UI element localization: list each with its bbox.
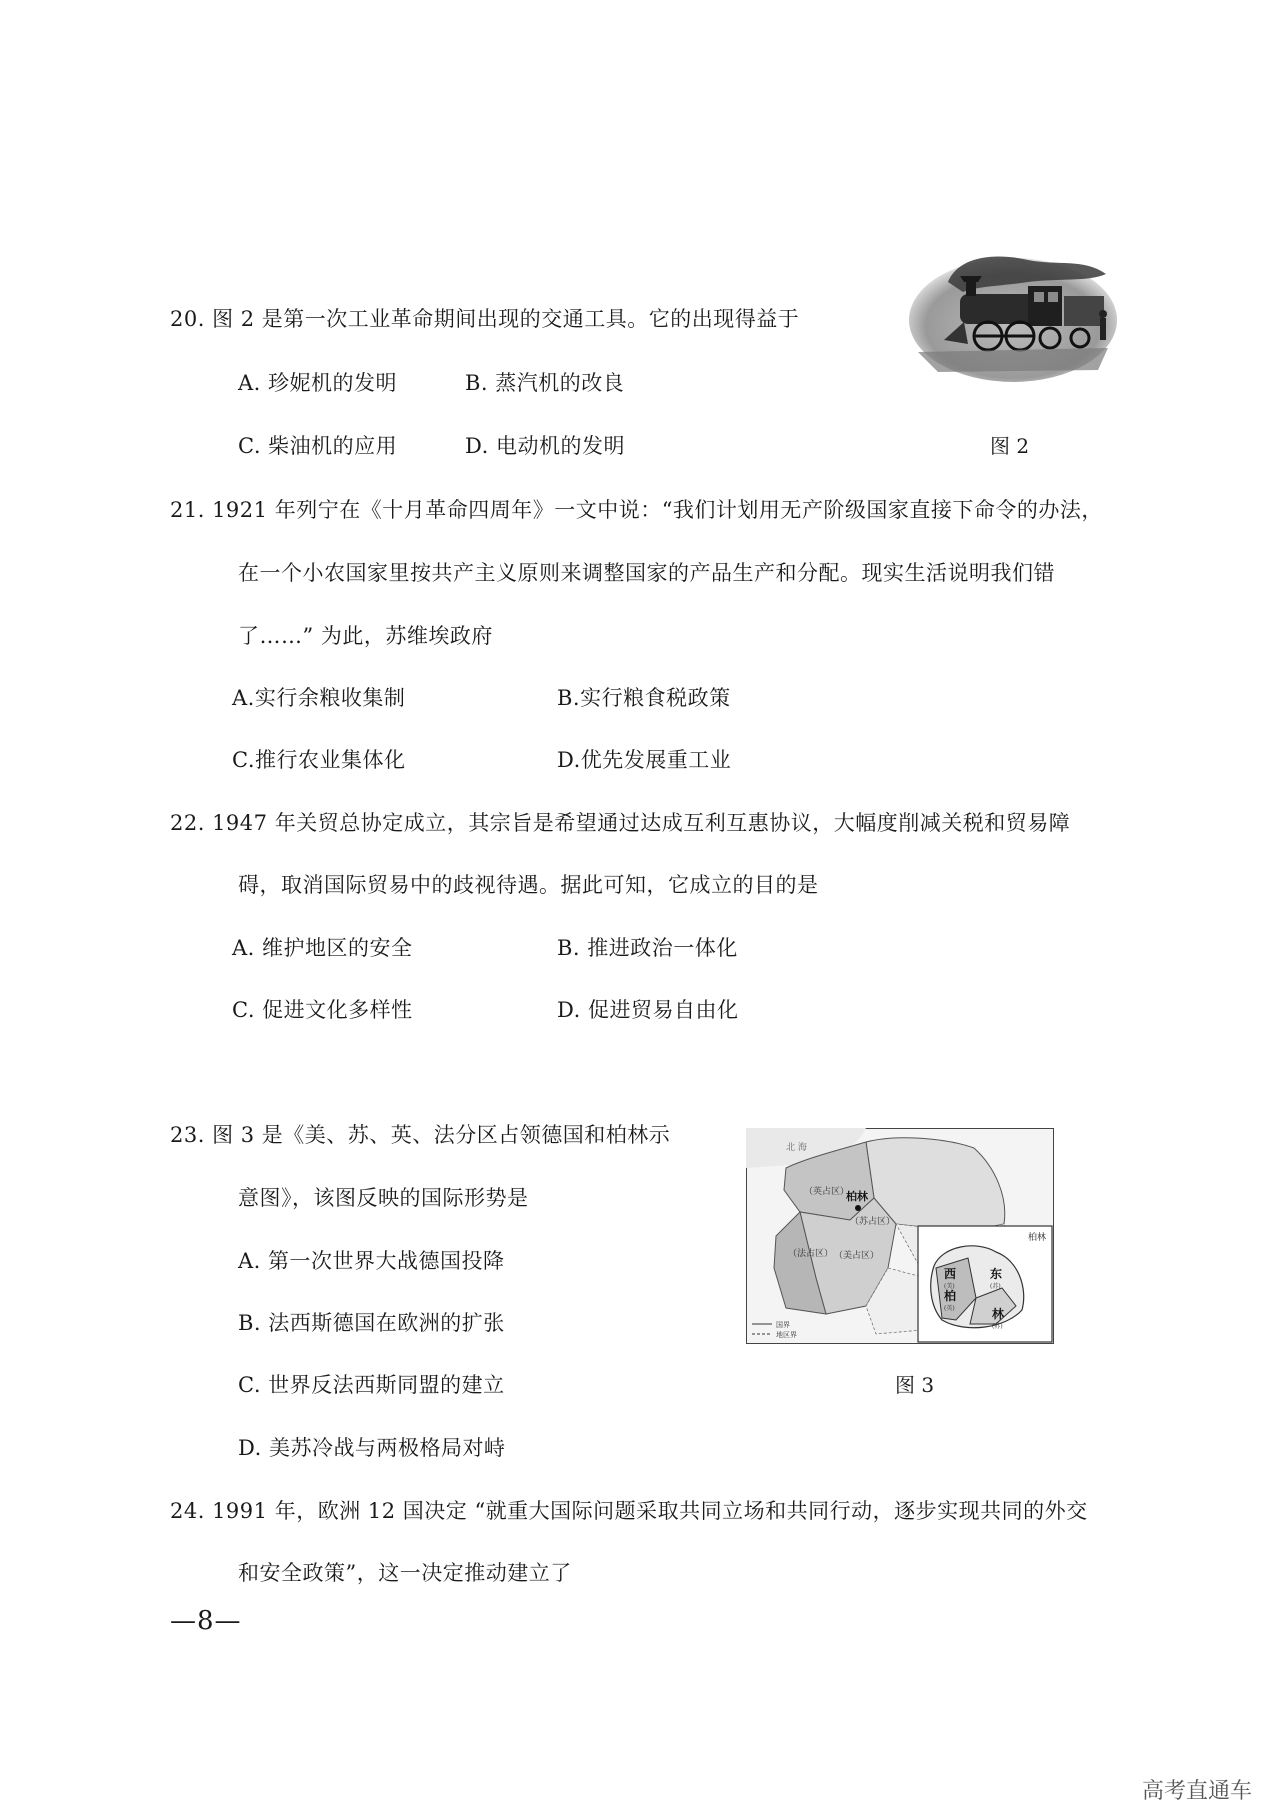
q20-option-d: D. 电动机的发明 xyxy=(465,434,625,458)
q23-stem-line2: 意图》，该图反映的国际形势是 xyxy=(238,1186,529,1210)
q22-option-d: D. 促进贸易自由化 xyxy=(557,998,739,1022)
inset-lin: 林 xyxy=(992,1307,1005,1321)
inset-small-4: (苏) xyxy=(992,1323,1003,1330)
inset-small-1: (美) xyxy=(944,1283,955,1290)
q23-option-b: B. 法西斯德国在欧洲的扩张 xyxy=(238,1311,505,1335)
legend-zone: 地区界 xyxy=(776,1331,797,1339)
inset-bo: 柏 xyxy=(944,1289,957,1303)
q22-option-a: A. 维护地区的安全 xyxy=(232,936,413,960)
q22-stem-line1: 22. 1947 年关贸总协定成立，其宗旨是希望通过达成互利互惠协议，大幅度削减关税和贸易障 xyxy=(170,811,1071,835)
q21-stem-line1: 21. 1921 年列宁在《十月革命四周年》一文中说：“我们计划用无产阶级国家直接下命令的办法， xyxy=(170,498,1103,522)
q21-stem-line2: 在一个小农国家里按共产主义原则来调整国家的产品生产和分配。现实生活说明我们错 xyxy=(238,561,1055,585)
q20-option-c: C. 柴油机的应用 xyxy=(238,434,398,458)
q21-stem-line3: 了……” 为此，苏维埃政府 xyxy=(238,624,493,648)
q22-stem-line2: 碍，取消国际贸易中的歧视待遇。据此可知，它成立的目的是 xyxy=(238,873,819,897)
q23-stem-line1: 23. 图 3 是《美、苏、英、法分区占领德国和柏林示 xyxy=(170,1123,671,1147)
inset-east: 东 xyxy=(990,1267,1003,1281)
map-zone-uk: （英占区） xyxy=(804,1187,850,1197)
q20-stem: 20. 图 2 是第一次工业革命期间出现的交通工具。它的出现得益于 xyxy=(170,307,800,331)
inset-west: 西 xyxy=(944,1267,957,1281)
fig2-caption: 图 2 xyxy=(990,434,1030,458)
map-zone-us: （美占区） xyxy=(834,1251,880,1261)
map-sea-label: 北 海 xyxy=(786,1143,807,1153)
map-berlin-label: 柏林 xyxy=(846,1190,868,1203)
page-number: —8— xyxy=(170,1606,242,1636)
q20-option-b: B. 蒸汽机的改良 xyxy=(465,371,625,395)
map-berlin-dot xyxy=(855,1205,861,1211)
q24-stem-line2: 和安全政策”，这一决定推动建立了 xyxy=(238,1561,572,1585)
q21-option-a: A.实行余粮收集制 xyxy=(232,686,406,710)
map-zone-su: （苏占区） xyxy=(850,1217,896,1227)
q21-option-d: D.优先发展重工业 xyxy=(557,748,732,772)
fig3-caption: 图 3 xyxy=(895,1373,935,1397)
q21-option-b: B.实行粮食税政策 xyxy=(557,686,731,710)
q23-option-a: A. 第一次世界大战德国投降 xyxy=(238,1249,505,1273)
q24-stem-line1: 24. 1991 年，欧洲 12 国决定 “就重大国际问题采取共同立场和共同行动，逐步实现共同的外交 xyxy=(170,1499,1088,1523)
germany-occupation-map xyxy=(746,1128,1054,1344)
q21-option-c: C.推行农业集体化 xyxy=(232,748,406,772)
q20-option-a: A. 珍妮机的发明 xyxy=(238,371,398,395)
q22-option-b: B. 推进政治一体化 xyxy=(557,936,738,960)
map-zone-fr: （法占区） xyxy=(788,1249,834,1259)
inset-small-2: (苏) xyxy=(990,1283,1001,1290)
inset-berlin-title: 柏林 xyxy=(1028,1233,1047,1243)
legend-national: 国界 xyxy=(776,1321,790,1329)
q23-option-c: C. 世界反法西斯同盟的建立 xyxy=(238,1373,505,1397)
q23-option-d: D. 美苏冷战与两极格局对峙 xyxy=(238,1436,506,1460)
inset-small-3: (英) xyxy=(944,1305,955,1312)
footer-watermark: 高考直通车 xyxy=(1141,1779,1252,1804)
locomotive-figure xyxy=(908,252,1118,382)
q22-option-c: C. 促进文化多样性 xyxy=(232,998,413,1022)
